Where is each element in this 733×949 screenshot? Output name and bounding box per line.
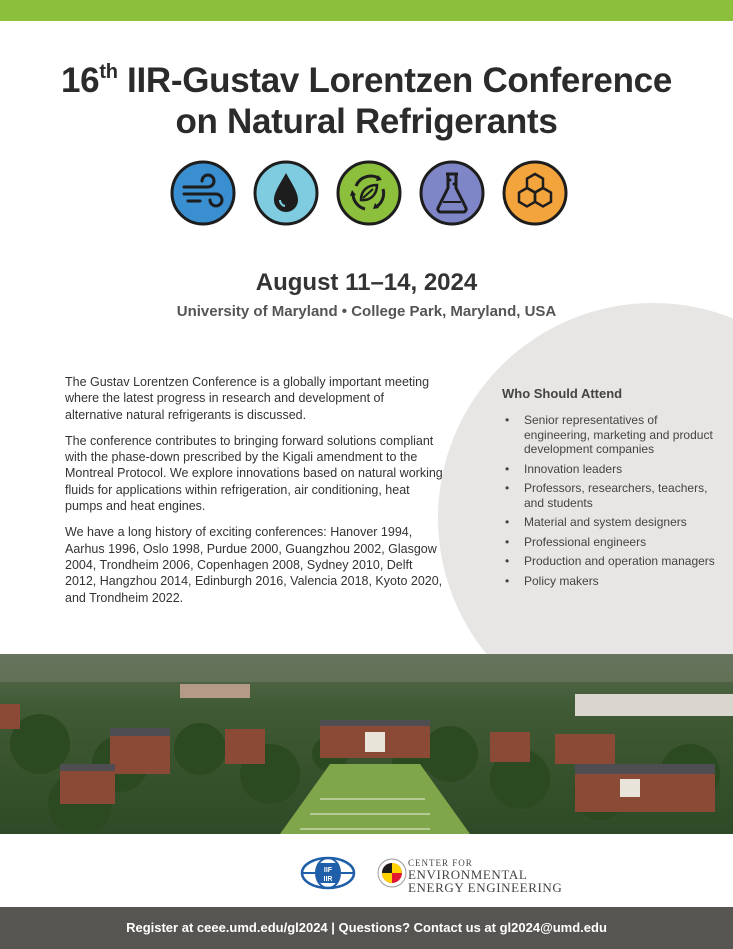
title-superscript: th xyxy=(99,61,118,83)
campus-aerial-photo xyxy=(0,654,733,834)
event-venue: University of Maryland • College Park, Maryland, USA xyxy=(176,303,557,320)
attend-item: • Policy makers xyxy=(502,574,717,589)
cee-line-3: ENERGY ENGINEERING xyxy=(408,880,563,895)
attend-item: • Senior representatives of engineering, marketing and product development companies xyxy=(502,413,717,457)
top-accent-bar xyxy=(0,0,733,21)
attend-item: • Innovation leaders xyxy=(502,462,717,477)
iir-logo-text-top: IIF xyxy=(323,867,333,874)
cee-line-1: CENTER FOR xyxy=(408,858,473,868)
molecule-icon xyxy=(502,160,568,226)
logo-strip xyxy=(0,834,733,907)
cee-line-2: ENVIRONMENTAL xyxy=(408,867,528,882)
theme-icons-row xyxy=(170,160,570,226)
title-line-1 xyxy=(0,60,733,101)
page-title xyxy=(0,60,733,142)
attend-list xyxy=(502,413,717,588)
attend-item: • Professors, researchers, teachers, and students xyxy=(502,481,717,510)
attend-item: • Material and system designers xyxy=(502,515,717,530)
attend-item: • Production and operation managers xyxy=(502,554,717,569)
footer-bar xyxy=(0,907,733,949)
water-drop-icon xyxy=(253,160,319,226)
iir-logo xyxy=(300,856,356,890)
wind-icon xyxy=(170,160,236,226)
flask-icon xyxy=(419,160,485,226)
cee-logo-text xyxy=(408,858,562,894)
footer-contact-text: Register at ceee.umd.edu/gl2024 | Questions? Contact us at gl2024@umd.edu xyxy=(126,920,607,935)
intro-text xyxy=(65,374,445,616)
attend-item: • Professional engineers xyxy=(502,535,717,550)
recycle-leaf-icon xyxy=(336,160,402,226)
attend-title: Who Should Attend xyxy=(502,386,623,401)
umd-seal-icon xyxy=(377,858,407,888)
who-should-attend xyxy=(502,386,717,593)
intro-paragraph-2: The conference contributes to bringing forward solutions compliant with the phase-down prescribed by the Kigali amendment to the Montreal Protocol. We explore innovations based on natural working fluids for applications within refrigeration, air conditioning, heat pumps and heat engines. xyxy=(65,433,443,514)
event-date: August 11–14, 2024 xyxy=(255,269,478,296)
title-number: 16 xyxy=(60,61,100,100)
title-line-2: on Natural Refrigerants xyxy=(175,102,558,141)
intro-paragraph-1: The Gustav Lorentzen Conference is a globally important meeting where the latest progress in research and development of alternative natural refrigerants is discussed. xyxy=(65,375,430,422)
title-line-1-rest: IIR-Gustav Lorentzen Conference xyxy=(117,61,672,100)
intro-paragraph-3: We have a long history of exciting conferences: Hanover 1994, Aarhus 1996, Oslo 1998, Purdue 2000, Guangzhou 2002, Glasgow 2004, Trondheim 2006, Copenhagen 2008, Sydney 2010, Delft 2012, Hangzhou 2014, Edinburgh 2016, Valencia 2018, Kyoto 2020, and Trondheim 2022. xyxy=(65,525,443,605)
iir-logo-text-bottom: IIR xyxy=(323,876,333,883)
